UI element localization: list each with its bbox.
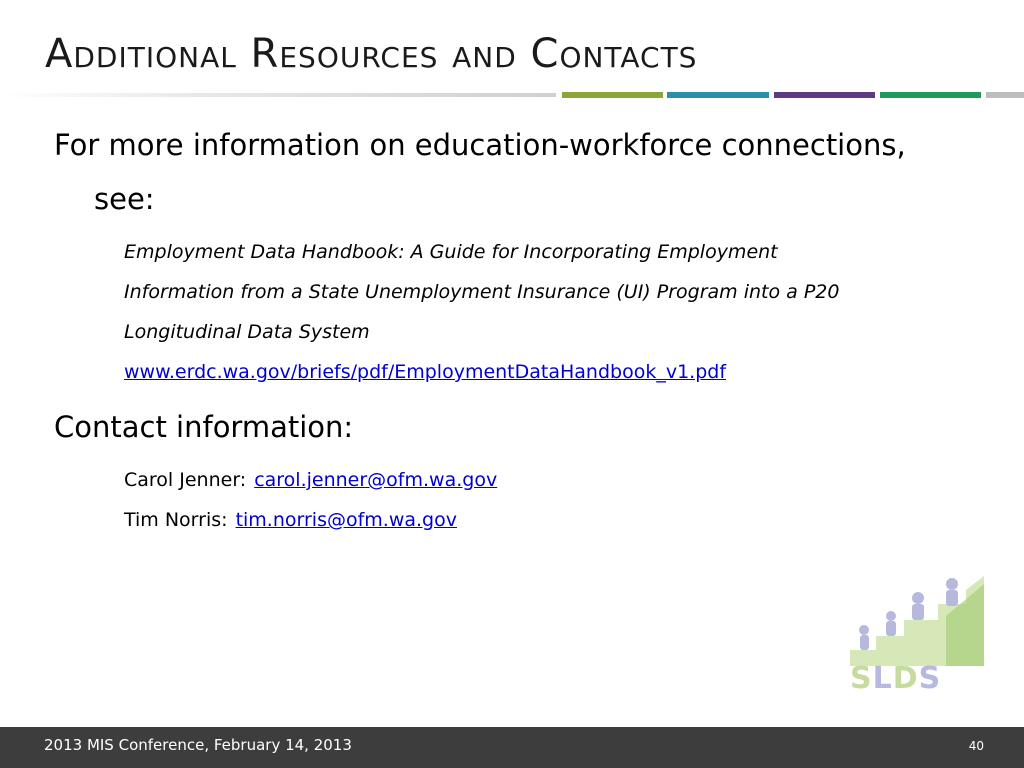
reference-title-line-1: Employment Data Handbook: A Guide for Incorporating Employment (124, 241, 778, 263)
slide-title: Additional Resources and Contacts (45, 31, 698, 77)
contact-row-carol-jenner (124, 460, 974, 500)
reference-link-line (124, 352, 974, 392)
title-divider-gray (986, 92, 1024, 98)
slide-body (54, 118, 974, 540)
logo-letter: L (872, 661, 893, 696)
contact-row-tim-norris (124, 500, 974, 540)
title-divider-purple (774, 92, 875, 98)
title-divider-green (562, 92, 663, 98)
footer-conference: 2013 MIS Conference, February 14, 2013 (44, 736, 352, 754)
title-divider-teal (667, 92, 769, 98)
contact-list (54, 460, 974, 540)
intro-text: For more information on education-workforce connections, see: (54, 128, 906, 216)
logo-letter: S (850, 661, 873, 696)
page-number: 40 (968, 739, 984, 753)
title-divider (0, 92, 1024, 98)
contact-heading: Contact information: (54, 410, 354, 444)
contact-name: Tim Norris: (124, 509, 228, 531)
logo-text (850, 662, 941, 696)
slds-logo-icon (846, 576, 990, 698)
logo-letter: S (918, 661, 942, 696)
logo-letter: D (892, 661, 919, 696)
contact-name: Carol Jenner: (124, 469, 247, 491)
contact-email-link[interactable]: tim.norris@ofm.wa.gov (235, 509, 457, 531)
reference-title-line-2: Information from a State Unemployment Insurance (UI) Program into a P20 (124, 281, 840, 303)
title-divider-emerald (880, 92, 981, 98)
reference-block (54, 232, 974, 392)
contact-email-link[interactable]: carol.jenner@ofm.wa.gov (254, 469, 498, 491)
footer (0, 727, 1024, 768)
reference-title-line-3: Longitudinal Data System (124, 321, 370, 343)
title-divider-fade (0, 93, 556, 97)
reference-link[interactable]: www.erdc.wa.gov/briefs/pdf/EmploymentDataHandbook_v1.pdf (124, 361, 727, 383)
